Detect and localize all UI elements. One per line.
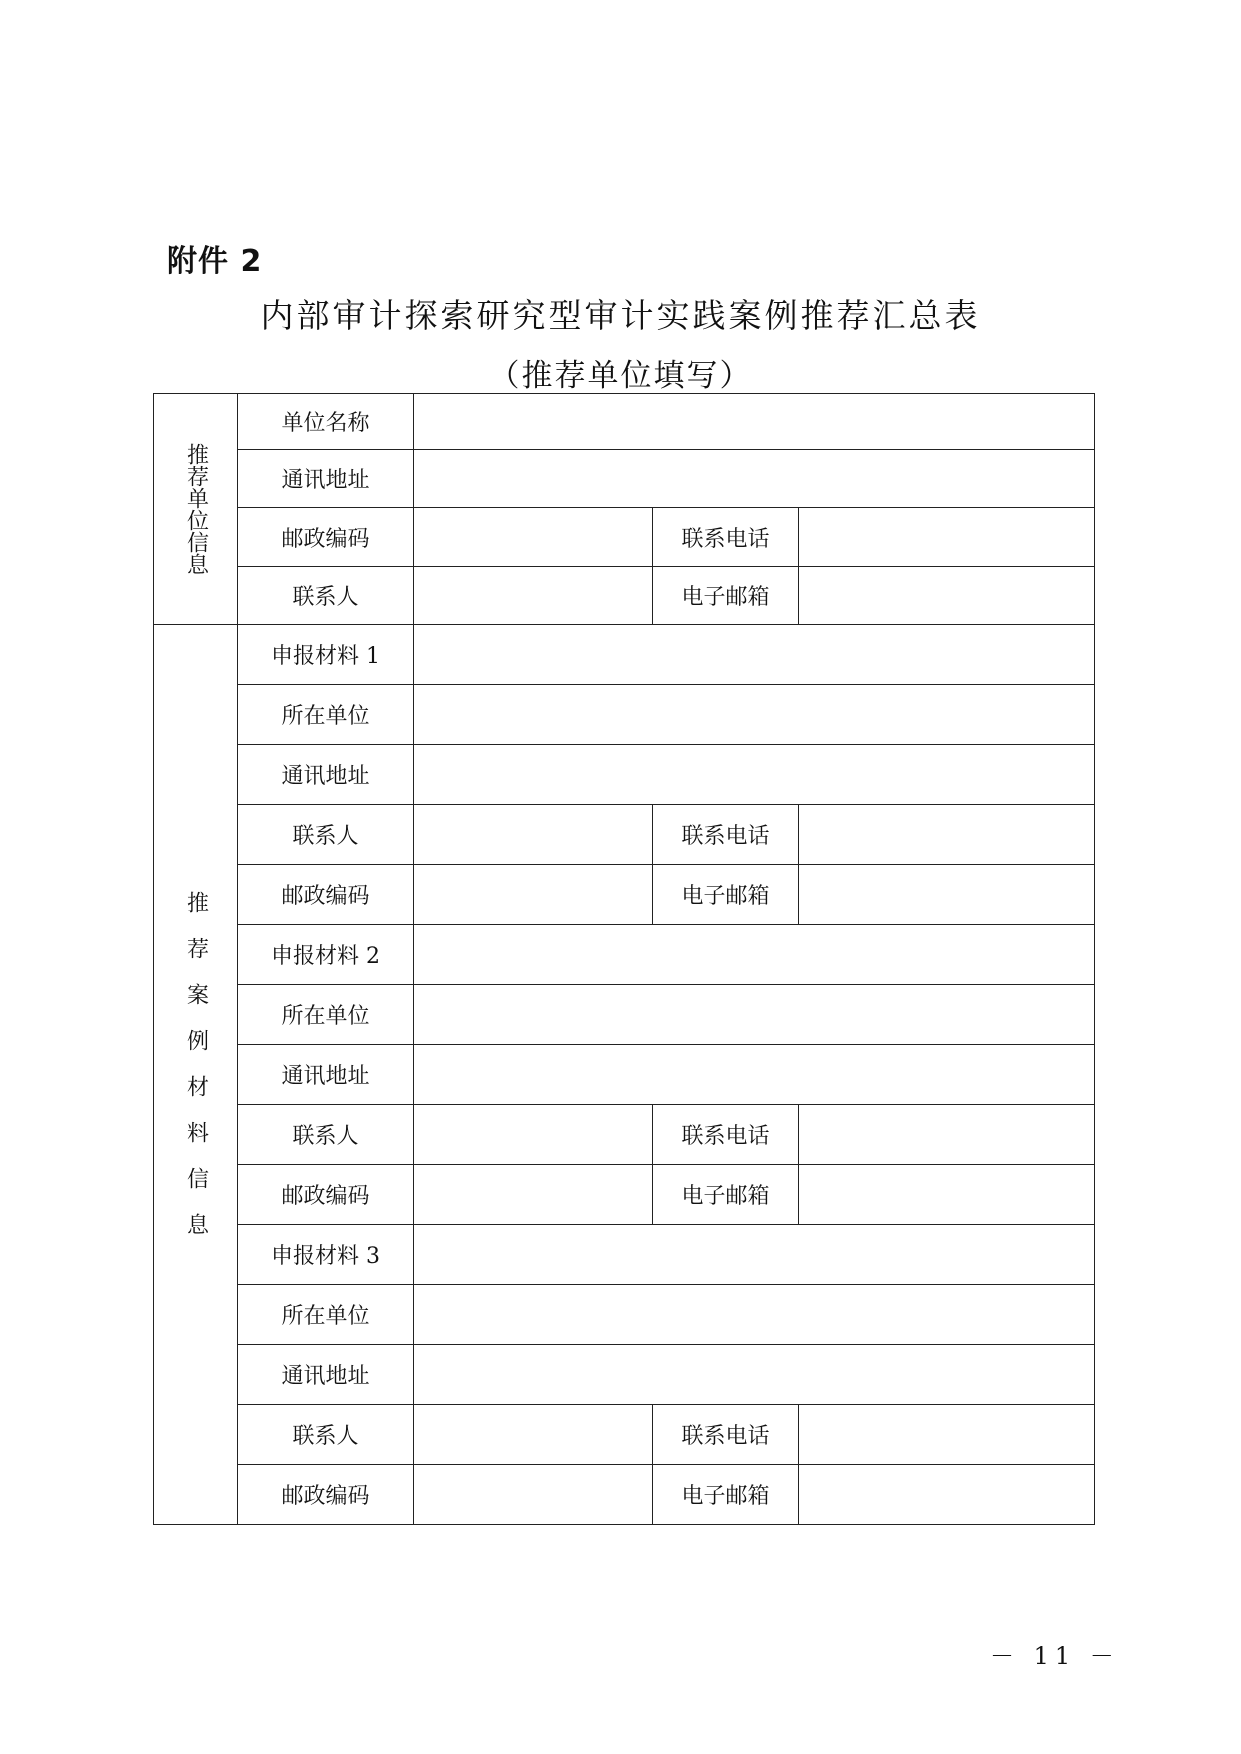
- material-1-email-field[interactable]: [799, 865, 1095, 925]
- table-row: [154, 745, 1095, 805]
- table-row: [154, 985, 1095, 1045]
- case-group-label: 推荐案例材料信息: [183, 890, 209, 1259]
- material-3-title: 申报材料 3: [238, 1225, 414, 1285]
- unit-contact-label: 联系人: [238, 567, 414, 625]
- recommendation-form-table: [153, 393, 1095, 1525]
- material-1-unit-field[interactable]: [414, 685, 1095, 745]
- material-1-title-field[interactable]: [414, 625, 1095, 685]
- table-row: [154, 865, 1095, 925]
- material-3-email-field[interactable]: [799, 1465, 1095, 1525]
- material-1-email-label: 电子邮箱: [653, 865, 799, 925]
- material-1-contact-label: 联系人: [238, 805, 414, 865]
- table-row: [154, 1105, 1095, 1165]
- table-row: [154, 625, 1095, 685]
- table-row: [154, 450, 1095, 508]
- table-row: [154, 1285, 1095, 1345]
- material-3-address-label: 通讯地址: [238, 1345, 414, 1405]
- unit-name-field[interactable]: [414, 394, 1095, 450]
- material-3-address-field[interactable]: [414, 1345, 1095, 1405]
- unit-address-label: 通讯地址: [238, 450, 414, 508]
- unit-contact-field[interactable]: [414, 567, 653, 625]
- material-1-unit-label: 所在单位: [238, 685, 414, 745]
- material-3-email-label: 电子邮箱: [653, 1465, 799, 1525]
- material-1-postcode-field[interactable]: [414, 865, 653, 925]
- material-2-email-field[interactable]: [799, 1165, 1095, 1225]
- material-1-postcode-label: 邮政编码: [238, 865, 414, 925]
- material-3-unit-label: 所在单位: [238, 1285, 414, 1345]
- material-1-address-field[interactable]: [414, 745, 1095, 805]
- material-2-contact-field[interactable]: [414, 1105, 653, 1165]
- page-subtitle: （推荐单位填写）: [488, 358, 753, 394]
- material-3-phone-label: 联系电话: [653, 1405, 799, 1465]
- table-row: [154, 1405, 1095, 1465]
- table-row: [154, 925, 1095, 985]
- unit-address-field[interactable]: [414, 450, 1095, 508]
- material-3-title-field[interactable]: [414, 1225, 1095, 1285]
- material-3-postcode-label: 邮政编码: [238, 1465, 414, 1525]
- material-2-contact-label: 联系人: [238, 1105, 414, 1165]
- table-row: [154, 1465, 1095, 1525]
- attachment-label: 附件 2: [167, 244, 263, 279]
- table-row: [154, 1345, 1095, 1405]
- material-2-title: 申报材料 2: [238, 925, 414, 985]
- unit-email-label: 电子邮箱: [653, 567, 799, 625]
- material-2-title-field[interactable]: [414, 925, 1095, 985]
- unit-email-field[interactable]: [799, 567, 1095, 625]
- material-3-contact-label: 联系人: [238, 1405, 414, 1465]
- unit-group-label: 推荐单位信息: [183, 443, 209, 575]
- material-2-email-label: 电子邮箱: [653, 1165, 799, 1225]
- material-3-contact-field[interactable]: [414, 1405, 653, 1465]
- unit-name-label: 单位名称: [238, 394, 414, 450]
- material-2-address-label: 通讯地址: [238, 1045, 414, 1105]
- material-1-phone-field[interactable]: [799, 805, 1095, 865]
- table-row: [154, 394, 1095, 450]
- table-row: [154, 508, 1095, 567]
- material-3-unit-field[interactable]: [414, 1285, 1095, 1345]
- table-row: [154, 567, 1095, 625]
- unit-group-cell: [154, 394, 238, 625]
- material-2-phone-field[interactable]: [799, 1105, 1095, 1165]
- material-1-phone-label: 联系电话: [653, 805, 799, 865]
- unit-postcode-label: 邮政编码: [238, 508, 414, 567]
- material-2-postcode-field[interactable]: [414, 1165, 653, 1225]
- material-3-postcode-field[interactable]: [414, 1465, 653, 1525]
- material-2-unit-field[interactable]: [414, 985, 1095, 1045]
- page-number: － 11 －: [990, 1642, 1120, 1670]
- material-1-title: 申报材料 1: [238, 625, 414, 685]
- unit-postcode-field[interactable]: [414, 508, 653, 567]
- table-row: [154, 1165, 1095, 1225]
- material-2-unit-label: 所在单位: [238, 985, 414, 1045]
- table-row: [154, 1225, 1095, 1285]
- material-2-postcode-label: 邮政编码: [238, 1165, 414, 1225]
- table-row: [154, 685, 1095, 745]
- unit-phone-field[interactable]: [799, 508, 1095, 567]
- material-3-phone-field[interactable]: [799, 1405, 1095, 1465]
- table-row: [154, 1045, 1095, 1105]
- unit-phone-label: 联系电话: [653, 508, 799, 567]
- material-1-address-label: 通讯地址: [238, 745, 414, 805]
- material-2-address-field[interactable]: [414, 1045, 1095, 1105]
- case-group-cell: [154, 625, 238, 1525]
- page-title: 内部审计探索研究型审计实践案例推荐汇总表: [260, 296, 981, 335]
- material-1-contact-field[interactable]: [414, 805, 653, 865]
- material-2-phone-label: 联系电话: [653, 1105, 799, 1165]
- table-row: [154, 805, 1095, 865]
